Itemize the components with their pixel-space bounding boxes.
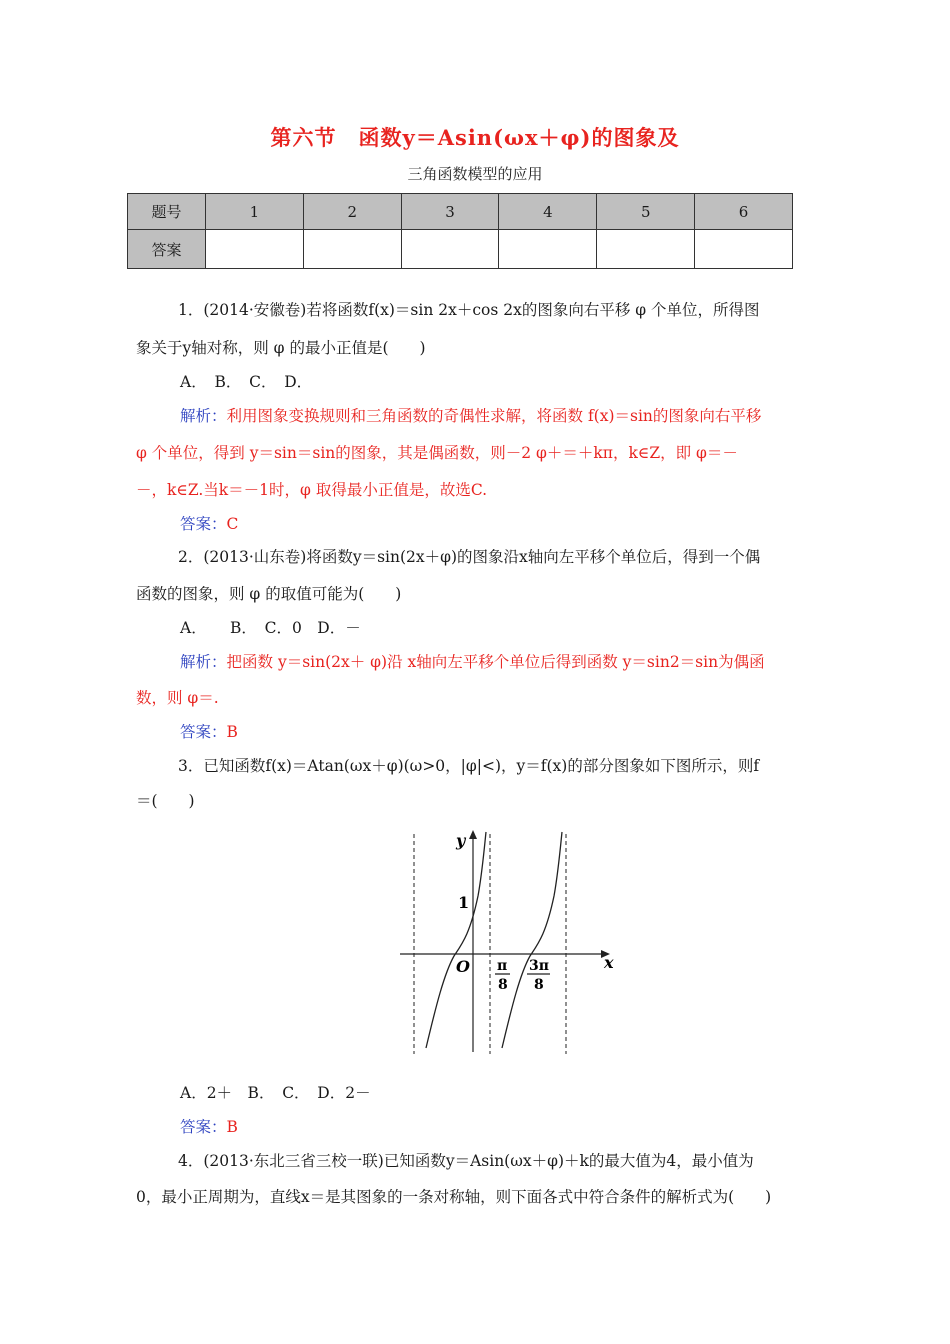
q1-solution-label: 解析： (180, 407, 227, 425)
question-number-cell: 2 (303, 194, 401, 230)
answer-table-header-row (128, 194, 793, 230)
q2-stem-line1: 2．(2013·山东卷)将函数y＝sin(2x＋φ)的图象沿x轴向左平移个单位后，得到一个偶 (178, 548, 761, 566)
q3-tangent-graph (396, 826, 626, 1056)
q3-stem-line2: ＝( ) (136, 792, 195, 810)
one-label: 1 (458, 893, 470, 912)
q4-stem-line1: 4．(2013·东北三省三校一联)已知函数y＝Asin(ωx＋φ)＋k的最大值为4，最小值为 (178, 1152, 754, 1170)
answer-cell (597, 230, 695, 269)
q2-options: A． B． C．0 D．－ (180, 619, 361, 637)
tick-pi-8-numerator: π (497, 958, 508, 974)
tangent-branch-right (502, 832, 562, 1048)
question-number-cell: 1 (206, 194, 304, 230)
header-label-cell: 题号 (128, 194, 206, 230)
tangent-branch-left (426, 832, 486, 1048)
q2-solution-line1 (180, 652, 765, 672)
q1-answer (180, 514, 238, 534)
section-subtitle: 三角函数模型的应用 (407, 165, 543, 183)
q3-answer-value: B (226, 1118, 238, 1136)
answer-table (127, 193, 793, 269)
y-axis-arrow (469, 830, 477, 839)
q3-answer (180, 1117, 238, 1137)
answer-cell (303, 230, 401, 269)
q2-solution-text: 把函数 y＝sin(2x＋ φ)沿 x轴向左平移个单位后得到函数 y＝sin2＝sin为偶函 (226, 653, 765, 671)
tick-pi-8-denominator: 8 (498, 977, 508, 993)
q3-options: A．2＋ B． C． D．2－ (180, 1084, 371, 1102)
q1-solution-text: 利用图象变换规则和三角函数的奇偶性求解，将函数 f(x)＝sin的图象向右平移 (226, 407, 762, 425)
x-axis-label: x (604, 953, 614, 972)
q1-answer-value: C (226, 515, 239, 533)
q1-solution-line3: －，k∈Z.当k＝－1时，φ 取得最小正值是，故选C. (136, 481, 488, 499)
q2-solution-label: 解析： (180, 653, 227, 671)
answer-cell (401, 230, 499, 269)
answer-label-cell: 答案 (128, 230, 206, 269)
tick-3pi-8-denominator: 8 (534, 977, 544, 993)
question-number-cell: 6 (695, 194, 793, 230)
answer-table-answer-row (128, 230, 793, 269)
q1-solution-line2: φ 个单位，得到 y＝sin＝sin的图象，其是偶函数，则－2 φ＋＝＋kπ，k∈Z，即 φ＝－ (136, 444, 738, 462)
q2-answer-label: 答案： (180, 723, 227, 741)
q1-stem-line2: 象关于y轴对称，则 φ 的最小正值是( ) (136, 339, 426, 357)
origin-label: O (456, 957, 470, 976)
answer-cell (206, 230, 304, 269)
q3-stem-line1: 3．已知函数f(x)＝Atan(ωx＋φ)(ω>0，|φ|<)，y＝f(x)的部分图象如下图所示，则f (178, 757, 760, 775)
section-title: 第六节 函数y＝Asin(ωx＋φ)的图象及 (270, 125, 680, 150)
y-axis-label: y (456, 831, 466, 850)
question-number-cell: 3 (401, 194, 499, 230)
answer-cell (695, 230, 793, 269)
q1-stem-line1: 1．(2014·安徽卷)若将函数f(x)＝sin 2x＋cos 2x的图象向右平移 φ 个单位，所得图 (178, 301, 760, 319)
tick-3pi-8-numerator: 3π (529, 958, 549, 974)
question-number-cell: 5 (597, 194, 695, 230)
q3-answer-label: 答案： (180, 1118, 227, 1136)
q2-stem-line2: 函数的图象，则 φ 的取值可能为( ) (136, 585, 402, 603)
q1-solution-line1 (180, 406, 761, 426)
question-number-cell: 4 (499, 194, 597, 230)
q1-options: A． B． C． D． (180, 373, 313, 391)
answer-cell (499, 230, 597, 269)
q4-stem-line2: 0，最小正周期为，直线x＝是其图象的一条对称轴，则下面各式中符合条件的解析式为( ) (136, 1188, 772, 1206)
q2-answer (180, 722, 238, 742)
q1-answer-label: 答案： (180, 515, 227, 533)
q2-answer-value: B (226, 723, 238, 741)
q2-solution-line2: 数，则 φ＝. (136, 689, 219, 707)
